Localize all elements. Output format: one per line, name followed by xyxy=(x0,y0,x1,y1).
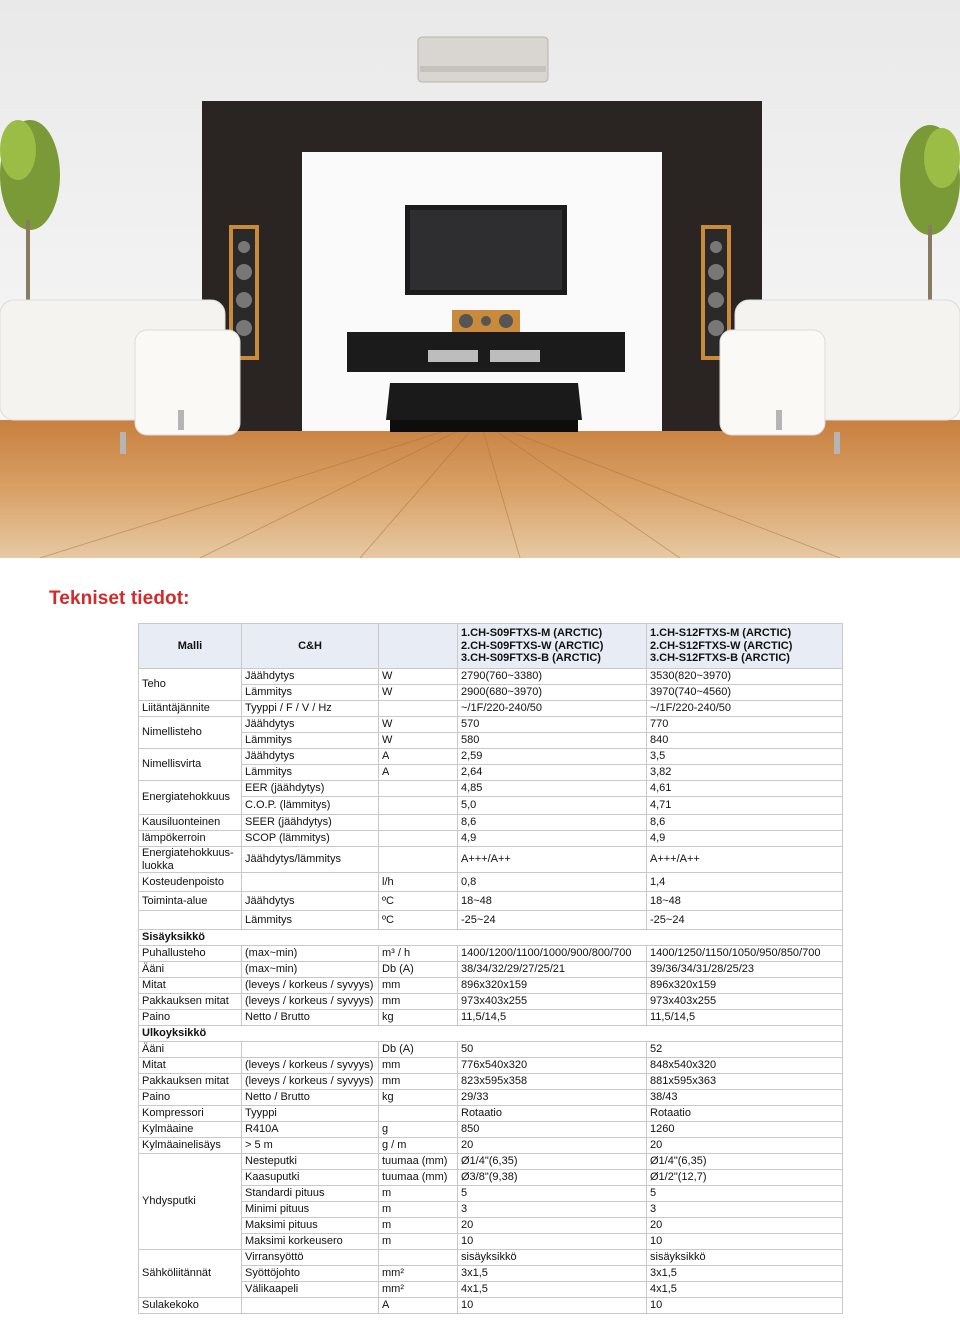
row-value-2: 10 xyxy=(647,1234,843,1250)
row-unit: ºC xyxy=(379,892,458,911)
row-value-1: 570 xyxy=(458,717,647,733)
row-value-1: 11,5/14,5 xyxy=(458,1010,647,1026)
table-row xyxy=(139,1202,843,1218)
table-row xyxy=(139,873,843,892)
row-value-2: 11,5/14,5 xyxy=(647,1010,843,1026)
table-header-row xyxy=(139,624,843,669)
row-unit: mm² xyxy=(379,1282,458,1298)
row-unit: W xyxy=(379,669,458,685)
row-label: lämpökerroin xyxy=(139,831,242,847)
table-row xyxy=(139,1298,843,1314)
row-label: Kompressori xyxy=(139,1106,242,1122)
row-value-1: 2900(680~3970) xyxy=(458,685,647,701)
row-unit: kg xyxy=(379,1010,458,1026)
row-label: Puhallusteho xyxy=(139,946,242,962)
row-unit xyxy=(379,781,458,797)
row-value-1: 8,6 xyxy=(458,815,647,831)
row-value-2: 4,71 xyxy=(647,797,843,815)
row-label: Yhdysputki xyxy=(139,1154,242,1250)
row-label: Pakkauksen mitat xyxy=(139,994,242,1010)
row-sublabel: Jäähdytys xyxy=(242,669,379,685)
row-value-2: 973x403x255 xyxy=(647,994,843,1010)
row-value-1: 2,59 xyxy=(458,749,647,765)
row-value-2: 1400/1250/1150/1050/950/850/700 xyxy=(647,946,843,962)
row-value-2: 770 xyxy=(647,717,843,733)
row-value-2: 4,61 xyxy=(647,781,843,797)
row-sublabel xyxy=(242,1298,379,1314)
table-row xyxy=(139,701,843,717)
table-row xyxy=(139,781,843,797)
room-photo xyxy=(0,0,960,558)
row-value-2: 3,82 xyxy=(647,765,843,781)
row-unit: W xyxy=(379,717,458,733)
row-value-2: 840 xyxy=(647,733,843,749)
row-value-2: 8,6 xyxy=(647,815,843,831)
row-value-1: 38/34/32/29/27/25/21 xyxy=(458,962,647,978)
air-conditioner-unit xyxy=(418,37,548,82)
row-label: Ääni xyxy=(139,1042,242,1058)
row-value-1: 20 xyxy=(458,1218,647,1234)
row-value-2: 3,5 xyxy=(647,749,843,765)
row-value-1: 0,8 xyxy=(458,873,647,892)
row-unit xyxy=(379,1106,458,1122)
row-unit: kg xyxy=(379,1090,458,1106)
row-sublabel: Virransyöttö xyxy=(242,1250,379,1266)
row-value-2: 1260 xyxy=(647,1122,843,1138)
table-row xyxy=(139,1250,843,1266)
row-label: Paino xyxy=(139,1090,242,1106)
row-sublabel: Syöttöjohto xyxy=(242,1266,379,1282)
row-value-1: 29/33 xyxy=(458,1090,647,1106)
row-sublabel: Jäähdytys xyxy=(242,749,379,765)
row-sublabel: Nesteputki xyxy=(242,1154,379,1170)
living-room-illustration xyxy=(0,0,960,558)
row-sublabel: Maksimi pituus xyxy=(242,1218,379,1234)
row-unit xyxy=(379,831,458,847)
row-value-2: 4,9 xyxy=(647,831,843,847)
row-sublabel xyxy=(242,1042,379,1058)
coffee-table xyxy=(386,383,582,420)
table-row xyxy=(139,1170,843,1186)
row-value-2: Rotaatio xyxy=(647,1106,843,1122)
row-label: Kylmäainelisäys xyxy=(139,1138,242,1154)
row-sublabel: Tyyppi / F / V / Hz xyxy=(242,701,379,717)
row-unit: tuumaa (mm) xyxy=(379,1154,458,1170)
row-value-1: 2,64 xyxy=(458,765,647,781)
row-value-2: 3x1,5 xyxy=(647,1266,843,1282)
row-sublabel: SEER (jäähdytys) xyxy=(242,815,379,831)
table-row xyxy=(139,1090,843,1106)
table-row xyxy=(139,1106,843,1122)
table-row xyxy=(139,765,843,781)
row-value-1: 580 xyxy=(458,733,647,749)
table-row xyxy=(139,1058,843,1074)
row-value-2: ~/1F/220-240/50 xyxy=(647,701,843,717)
row-sublabel: (leveys / korkeus / syvyys) xyxy=(242,994,379,1010)
row-unit: m xyxy=(379,1186,458,1202)
row-sublabel: Lämmitys xyxy=(242,911,379,930)
row-label: Pakkauksen mitat xyxy=(139,1074,242,1090)
row-unit: mm² xyxy=(379,1266,458,1282)
row-unit: l/h xyxy=(379,873,458,892)
row-sublabel: Netto / Brutto xyxy=(242,1010,379,1026)
row-value-2: sisäyksikkö xyxy=(647,1250,843,1266)
table-row xyxy=(139,892,843,911)
table-row xyxy=(139,1218,843,1234)
row-label xyxy=(139,911,242,930)
row-value-1: 50 xyxy=(458,1042,647,1058)
table-row xyxy=(139,962,843,978)
row-value-1: 2790(760~3380) xyxy=(458,669,647,685)
row-value-1: 3 xyxy=(458,1202,647,1218)
section-heading: Tekniset tiedot: xyxy=(49,588,190,609)
row-sublabel: Jäähdytys xyxy=(242,892,379,911)
row-value-2: 10 xyxy=(647,1298,843,1314)
section-title: Ulkoyksikkö xyxy=(139,1026,843,1042)
row-label: Mitat xyxy=(139,1058,242,1074)
row-value-1: 3x1,5 xyxy=(458,1266,647,1282)
row-value-2: 4x1,5 xyxy=(647,1282,843,1298)
row-value-1: 896x320x159 xyxy=(458,978,647,994)
row-unit: g / m xyxy=(379,1138,458,1154)
row-label: Paino xyxy=(139,1010,242,1026)
table-row xyxy=(139,1010,843,1026)
row-label: Kylmäaine xyxy=(139,1122,242,1138)
row-sublabel xyxy=(242,873,379,892)
row-unit: W xyxy=(379,733,458,749)
row-unit: m xyxy=(379,1202,458,1218)
row-sublabel: Standardi pituus xyxy=(242,1186,379,1202)
row-value-1: 4,9 xyxy=(458,831,647,847)
table-row xyxy=(139,1154,843,1170)
table-row xyxy=(139,749,843,765)
row-value-1: 850 xyxy=(458,1122,647,1138)
row-value-1: sisäyksikkö xyxy=(458,1250,647,1266)
section-title: Sisäyksikkö xyxy=(139,930,843,946)
model-column-2: 1.CH-S12FTXS-M (ARCTIC) 2.CH-S12FTXS-W (ARCTIC) 3.CH-S12FTXS-B (ARCTIC) xyxy=(647,624,843,669)
row-value-1: 823x595x358 xyxy=(458,1074,647,1090)
table-row xyxy=(139,1074,843,1090)
brand-label: C&H xyxy=(242,624,379,669)
row-unit: m xyxy=(379,1234,458,1250)
row-sublabel: Lämmitys xyxy=(242,733,379,749)
row-sublabel: (max~min) xyxy=(242,962,379,978)
row-unit: mm xyxy=(379,1074,458,1090)
row-value-2: Ø1/4"(6,35) xyxy=(647,1154,843,1170)
table-row xyxy=(139,717,843,733)
row-value-1: 1400/1200/1100/1000/900/800/700 xyxy=(458,946,647,962)
row-sublabel: Tyyppi xyxy=(242,1106,379,1122)
table-row xyxy=(139,733,843,749)
section-row xyxy=(139,1026,843,1042)
section-row xyxy=(139,930,843,946)
row-sublabel: SCOP (lämmitys) xyxy=(242,831,379,847)
row-sublabel: Netto / Brutto xyxy=(242,1090,379,1106)
row-unit: A xyxy=(379,765,458,781)
row-unit: Db (A) xyxy=(379,1042,458,1058)
row-sublabel: Maksimi korkeusero xyxy=(242,1234,379,1250)
row-value-1: -25~24 xyxy=(458,911,647,930)
model-column-1: 1.CH-S09FTXS-M (ARCTIC) 2.CH-S09FTXS-W (ARCTIC) 3.CH-S09FTXS-B (ARCTIC) xyxy=(458,624,647,669)
row-unit: mm xyxy=(379,978,458,994)
table-row xyxy=(139,1042,843,1058)
row-sublabel: Jäähdytys/lämmitys xyxy=(242,847,379,873)
row-unit xyxy=(379,1250,458,1266)
row-unit: A xyxy=(379,1298,458,1314)
row-sublabel: (leveys / korkeus / syvyys) xyxy=(242,978,379,994)
table-row xyxy=(139,1266,843,1282)
row-unit: m³ / h xyxy=(379,946,458,962)
table-row xyxy=(139,815,843,831)
row-sublabel: (leveys / korkeus / syvyys) xyxy=(242,1058,379,1074)
row-label: Kosteudenpoisto xyxy=(139,873,242,892)
row-label: Energiatehokkuus xyxy=(139,781,242,815)
row-label: Sähköliitännät xyxy=(139,1250,242,1298)
row-label: Nimellisvirta xyxy=(139,749,242,781)
row-unit xyxy=(379,797,458,815)
row-value-2: 20 xyxy=(647,1218,843,1234)
tv-stand xyxy=(347,332,625,372)
row-value-1: 20 xyxy=(458,1138,647,1154)
table-row xyxy=(139,911,843,930)
row-value-2: 3970(740~4560) xyxy=(647,685,843,701)
row-value-2: 38/43 xyxy=(647,1090,843,1106)
row-value-2: 5 xyxy=(647,1186,843,1202)
row-value-1: 4,85 xyxy=(458,781,647,797)
row-value-2: 18~48 xyxy=(647,892,843,911)
row-value-2: 1,4 xyxy=(647,873,843,892)
row-unit: A xyxy=(379,749,458,765)
row-label: Mitat xyxy=(139,978,242,994)
row-value-1: 18~48 xyxy=(458,892,647,911)
row-unit: g xyxy=(379,1122,458,1138)
spec-table xyxy=(138,623,843,1314)
row-unit: Db (A) xyxy=(379,962,458,978)
row-unit: tuumaa (mm) xyxy=(379,1170,458,1186)
row-value-2: A+++/A++ xyxy=(647,847,843,873)
row-value-1: 10 xyxy=(458,1234,647,1250)
table-row xyxy=(139,946,843,962)
table-row xyxy=(139,847,843,873)
row-value-1: ~/1F/220-240/50 xyxy=(458,701,647,717)
row-value-1: 776x540x320 xyxy=(458,1058,647,1074)
row-sublabel: Lämmitys xyxy=(242,685,379,701)
table-row xyxy=(139,1234,843,1250)
row-sublabel: Välikaapeli xyxy=(242,1282,379,1298)
table-row xyxy=(139,978,843,994)
row-unit: W xyxy=(379,685,458,701)
table-row xyxy=(139,797,843,815)
row-sublabel: Minimi pituus xyxy=(242,1202,379,1218)
row-unit: mm xyxy=(379,994,458,1010)
row-sublabel: EER (jäähdytys) xyxy=(242,781,379,797)
row-value-1: A+++/A++ xyxy=(458,847,647,873)
row-sublabel: R410A xyxy=(242,1122,379,1138)
row-value-2: 3 xyxy=(647,1202,843,1218)
row-unit: m xyxy=(379,1218,458,1234)
table-row xyxy=(139,831,843,847)
row-unit: ºC xyxy=(379,911,458,930)
row-sublabel: (leveys / korkeus / syvyys) xyxy=(242,1074,379,1090)
row-label: Teho xyxy=(139,669,242,701)
row-sublabel: (max~min) xyxy=(242,946,379,962)
row-value-2: 881x595x363 xyxy=(647,1074,843,1090)
row-label: Nimellisteho xyxy=(139,717,242,749)
row-value-2: -25~24 xyxy=(647,911,843,930)
table-row xyxy=(139,1186,843,1202)
row-sublabel: Jäähdytys xyxy=(242,717,379,733)
row-unit xyxy=(379,847,458,873)
row-unit xyxy=(379,701,458,717)
table-row xyxy=(139,1122,843,1138)
table-row xyxy=(139,1282,843,1298)
row-label: Toiminta-alue xyxy=(139,892,242,911)
row-value-1: Ø1/4"(6,35) xyxy=(458,1154,647,1170)
table-row xyxy=(139,1138,843,1154)
table-row xyxy=(139,669,843,685)
malli-label: Malli xyxy=(139,624,242,669)
row-value-2: 20 xyxy=(647,1138,843,1154)
row-label: Sulakekoko xyxy=(139,1298,242,1314)
row-value-1: 4x1,5 xyxy=(458,1282,647,1298)
row-label: Ääni xyxy=(139,962,242,978)
row-value-1: 10 xyxy=(458,1298,647,1314)
table-row xyxy=(139,994,843,1010)
table-row xyxy=(139,685,843,701)
row-unit xyxy=(379,815,458,831)
row-value-2: 3530(820~3970) xyxy=(647,669,843,685)
row-value-1: Ø3/8"(9,38) xyxy=(458,1170,647,1186)
row-value-2: Ø1/2"(12,7) xyxy=(647,1170,843,1186)
row-sublabel: Lämmitys xyxy=(242,765,379,781)
row-value-1: 973x403x255 xyxy=(458,994,647,1010)
row-value-2: 896x320x159 xyxy=(647,978,843,994)
row-value-1: 5,0 xyxy=(458,797,647,815)
row-sublabel: Kaasuputki xyxy=(242,1170,379,1186)
row-label: Kausiluonteinen xyxy=(139,815,242,831)
row-value-2: 52 xyxy=(647,1042,843,1058)
row-label: Liitäntäjännite xyxy=(139,701,242,717)
row-value-1: 5 xyxy=(458,1186,647,1202)
row-sublabel: > 5 m xyxy=(242,1138,379,1154)
row-unit: mm xyxy=(379,1058,458,1074)
row-sublabel: C.O.P. (lämmitys) xyxy=(242,797,379,815)
row-label: Energiatehokkuus- luokka xyxy=(139,847,242,873)
row-value-1: Rotaatio xyxy=(458,1106,647,1122)
row-value-2: 39/36/34/31/28/25/23 xyxy=(647,962,843,978)
row-value-2: 848x540x320 xyxy=(647,1058,843,1074)
